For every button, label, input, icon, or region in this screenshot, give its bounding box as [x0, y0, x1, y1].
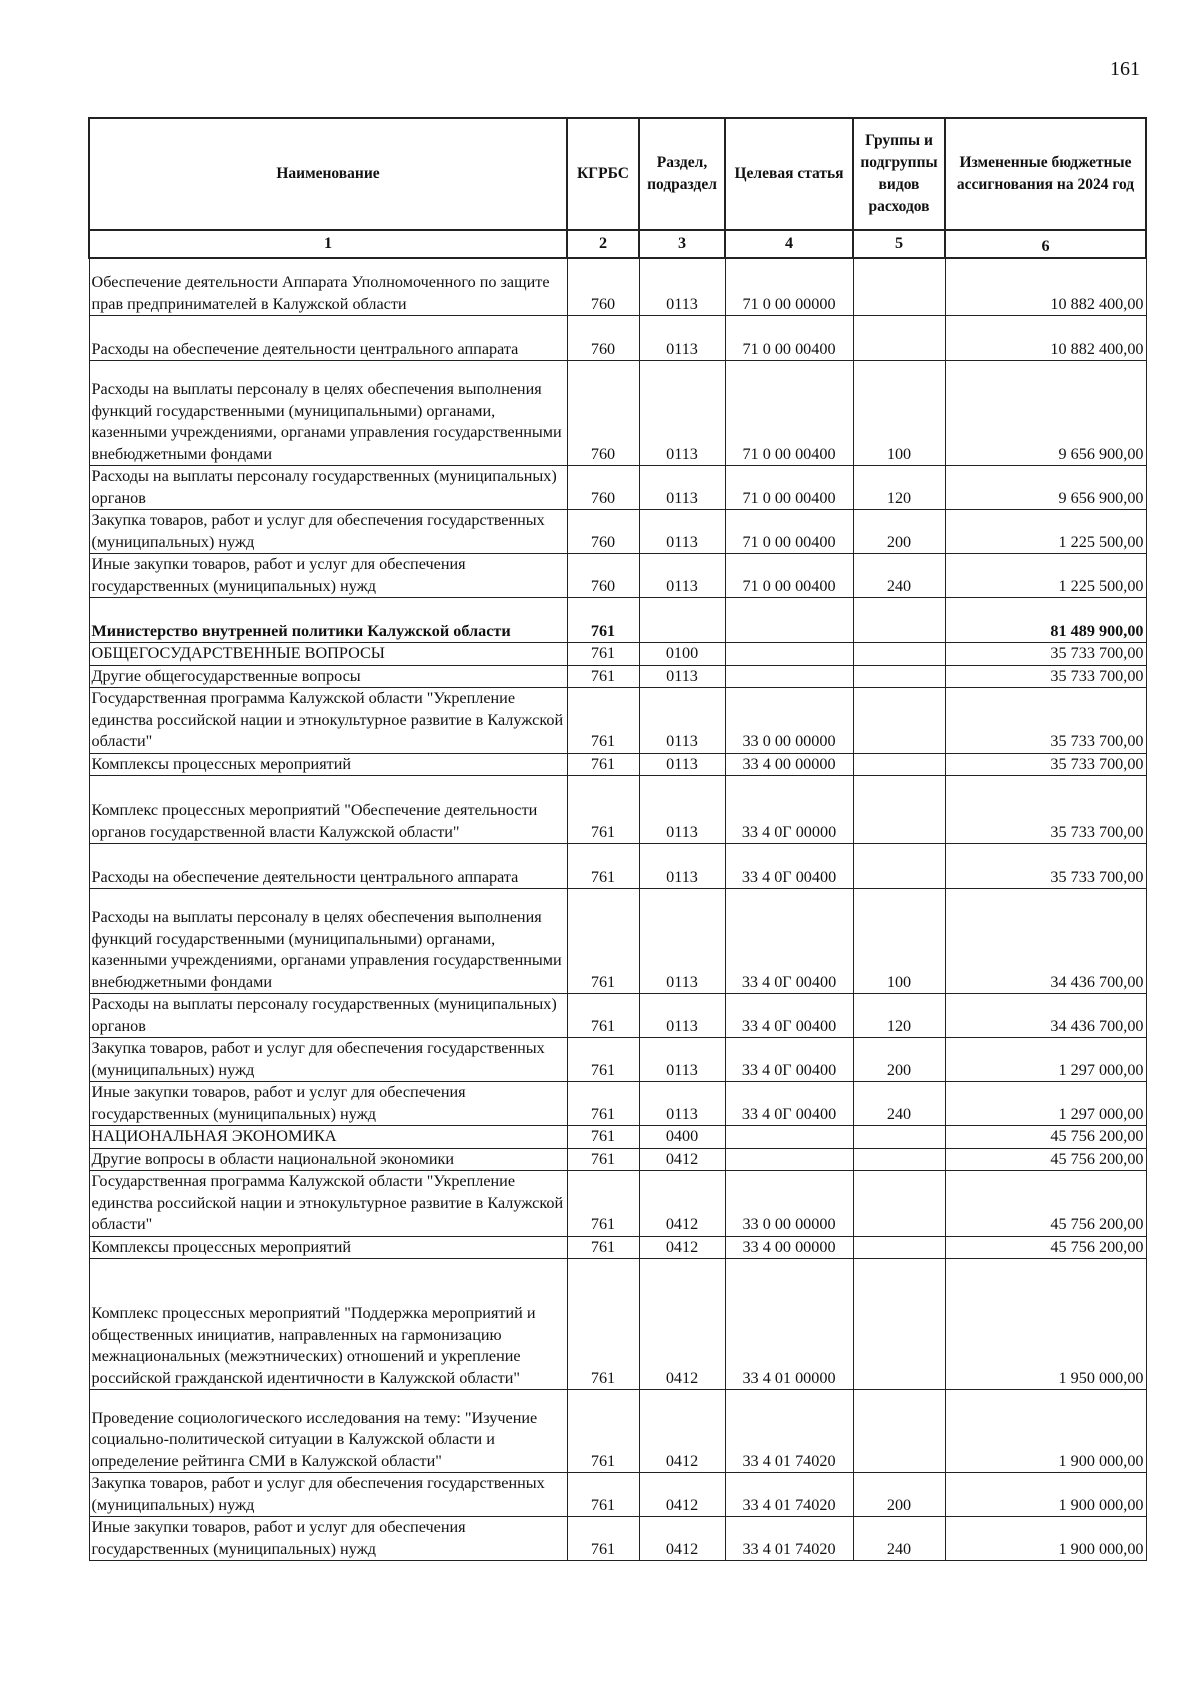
- section-cell: 0113: [639, 316, 725, 361]
- expense-type-cell: [853, 753, 945, 776]
- table-row: [89, 994, 1146, 1038]
- target-article-cell: 33 4 0Г 00400: [725, 994, 853, 1038]
- row-name-cell: Комплекс процессных мероприятий "Поддержка мероприятий и общественных инициатив, направленных на гармонизацию межнациональных (межэтнических) отношений и укрепление российской гражданской идентичности в Калужской области": [89, 1259, 567, 1390]
- section-cell: 0400: [639, 1126, 725, 1149]
- kgrbs-cell: 761: [567, 1171, 639, 1237]
- row-name-cell: НАЦИОНАЛЬНАЯ ЭКОНОМИКА: [89, 1126, 567, 1149]
- kgrbs-cell: 761: [567, 598, 639, 643]
- section-cell: 0113: [639, 1038, 725, 1082]
- row-name-cell: Расходы на выплаты персоналу государственных (муниципальных) органов: [89, 994, 567, 1038]
- row-name-cell: Министерство внутренней политики Калужской области: [89, 598, 567, 643]
- column-number: 3: [639, 230, 725, 258]
- kgrbs-cell: 761: [567, 1236, 639, 1259]
- row-name-cell: Расходы на выплаты персоналу в целях обеспечения выполнения функций государственными (муниципальными) органами, казенными учреждениями, органами управления государственными внебюджетными фондами: [89, 361, 567, 466]
- section-cell: 0113: [639, 776, 725, 844]
- table-row: [89, 316, 1146, 361]
- kgrbs-cell: 760: [567, 466, 639, 510]
- target-article-cell: 71 0 00 00400: [725, 466, 853, 510]
- target-article-cell: 33 4 01 74020: [725, 1390, 853, 1473]
- section-cell: 0113: [639, 361, 725, 466]
- target-article-cell: 33 4 0Г 00400: [725, 844, 853, 889]
- amount-cell: 35 733 700,00: [945, 643, 1146, 666]
- expense-type-cell: [853, 258, 945, 316]
- amount-cell: 81 489 900,00: [945, 598, 1146, 643]
- target-article-cell: 33 4 01 00000: [725, 1259, 853, 1390]
- section-cell: 0113: [639, 665, 725, 688]
- table-row: [89, 753, 1146, 776]
- table-body: [89, 258, 1146, 1561]
- expense-type-cell: [853, 1126, 945, 1149]
- row-name-cell: Иные закупки товаров, работ и услуг для обеспечения государственных (муниципальных) нужд: [89, 554, 567, 598]
- expense-type-cell: [853, 643, 945, 666]
- amount-cell: 45 756 200,00: [945, 1236, 1146, 1259]
- header-row: [89, 118, 1146, 230]
- row-name-cell: Другие общегосударственные вопросы: [89, 665, 567, 688]
- row-name-cell: Иные закупки товаров, работ и услуг для обеспечения государственных (муниципальных) нужд: [89, 1082, 567, 1126]
- table-row: [89, 844, 1146, 889]
- column-header-target-article: Целевая статья: [725, 118, 853, 230]
- expense-type-cell: [853, 665, 945, 688]
- kgrbs-cell: 761: [567, 1126, 639, 1149]
- row-name-cell: Расходы на выплаты персоналу в целях обеспечения выполнения функций государственными (муниципальными) органами, казенными учреждениями, органами управления государственными внебюджетными фондами: [89, 889, 567, 994]
- expense-type-cell: [853, 1148, 945, 1171]
- kgrbs-cell: 761: [567, 753, 639, 776]
- table-row: [89, 1236, 1146, 1259]
- expense-type-cell: [853, 1171, 945, 1237]
- target-article-cell: 71 0 00 00400: [725, 510, 853, 554]
- kgrbs-cell: 761: [567, 643, 639, 666]
- section-cell: 0113: [639, 554, 725, 598]
- expense-type-cell: [853, 598, 945, 643]
- kgrbs-cell: 761: [567, 889, 639, 994]
- table-row: [89, 361, 1146, 466]
- kgrbs-cell: 761: [567, 1259, 639, 1390]
- section-cell: 0113: [639, 753, 725, 776]
- row-name-cell: Закупка товаров, работ и услуг для обеспечения государственных (муниципальных) нужд: [89, 510, 567, 554]
- amount-cell: 35 733 700,00: [945, 665, 1146, 688]
- expense-type-cell: 100: [853, 889, 945, 994]
- row-name-cell: Проведение социологического исследования на тему: "Изучение социально-политической ситуации в Калужской области и определение рейтинга СМИ в Калужской области": [89, 1390, 567, 1473]
- target-article-cell: 71 0 00 00000: [725, 258, 853, 316]
- section-cell: 0113: [639, 844, 725, 889]
- section-cell: 0113: [639, 258, 725, 316]
- table-row: [89, 598, 1146, 643]
- target-article-cell: 33 4 00 00000: [725, 753, 853, 776]
- section-cell: 0412: [639, 1236, 725, 1259]
- amount-cell: 10 882 400,00: [945, 258, 1146, 316]
- column-number-row: [89, 230, 1146, 258]
- expense-type-cell: [853, 844, 945, 889]
- page-number: 161: [1110, 58, 1140, 80]
- target-article-cell: [725, 598, 853, 643]
- amount-cell: 1 297 000,00: [945, 1082, 1146, 1126]
- expense-type-cell: [853, 776, 945, 844]
- target-article-cell: [725, 665, 853, 688]
- column-number: 6: [945, 230, 1146, 258]
- table-row: [89, 643, 1146, 666]
- amount-cell: 45 756 200,00: [945, 1148, 1146, 1171]
- kgrbs-cell: 761: [567, 1390, 639, 1473]
- amount-cell: 34 436 700,00: [945, 994, 1146, 1038]
- row-name-cell: Расходы на обеспечение деятельности центрального аппарата: [89, 316, 567, 361]
- table-row: [89, 1473, 1146, 1517]
- row-name-cell: Государственная программа Калужской области "Укрепление единства российской нации и этнокультурное развитие в Калужской области": [89, 1171, 567, 1237]
- kgrbs-cell: 761: [567, 776, 639, 844]
- amount-cell: 1 900 000,00: [945, 1517, 1146, 1561]
- amount-cell: 1 297 000,00: [945, 1038, 1146, 1082]
- row-name-cell: Комплекс процессных мероприятий "Обеспечение деятельности органов государственной власти Калужской области": [89, 776, 567, 844]
- kgrbs-cell: 761: [567, 665, 639, 688]
- table-row: [89, 1148, 1146, 1171]
- section-cell: 0113: [639, 466, 725, 510]
- kgrbs-cell: 761: [567, 1038, 639, 1082]
- target-article-cell: 71 0 00 00400: [725, 316, 853, 361]
- table-row: [89, 665, 1146, 688]
- budget-table: [88, 117, 1147, 1561]
- table-row: [89, 510, 1146, 554]
- amount-cell: 45 756 200,00: [945, 1171, 1146, 1237]
- expense-type-cell: 100: [853, 361, 945, 466]
- expense-type-cell: 240: [853, 1082, 945, 1126]
- table-row: [89, 1259, 1146, 1390]
- expense-type-cell: 200: [853, 510, 945, 554]
- table-row: [89, 554, 1146, 598]
- amount-cell: 9 656 900,00: [945, 466, 1146, 510]
- section-cell: 0412: [639, 1517, 725, 1561]
- section-cell: 0113: [639, 994, 725, 1038]
- kgrbs-cell: 761: [567, 688, 639, 754]
- expense-type-cell: [853, 316, 945, 361]
- table-row: [89, 1171, 1146, 1237]
- section-cell: 0113: [639, 510, 725, 554]
- kgrbs-cell: 761: [567, 1517, 639, 1561]
- expense-type-cell: 240: [853, 554, 945, 598]
- column-number: 2: [567, 230, 639, 258]
- amount-cell: 34 436 700,00: [945, 889, 1146, 994]
- row-name-cell: Другие вопросы в области национальной экономики: [89, 1148, 567, 1171]
- row-name-cell: Закупка товаров, работ и услуг для обеспечения государственных (муниципальных) нужд: [89, 1038, 567, 1082]
- row-name-cell: Закупка товаров, работ и услуг для обеспечения государственных (муниципальных) нужд: [89, 1473, 567, 1517]
- kgrbs-cell: 761: [567, 844, 639, 889]
- section-cell: 0412: [639, 1148, 725, 1171]
- kgrbs-cell: 761: [567, 994, 639, 1038]
- expense-type-cell: 200: [853, 1038, 945, 1082]
- row-name-cell: Государственная программа Калужской области "Укрепление единства российской нации и этнокультурное развитие в Калужской области": [89, 688, 567, 754]
- row-name-cell: Комплексы процессных мероприятий: [89, 1236, 567, 1259]
- expense-type-cell: 200: [853, 1473, 945, 1517]
- amount-cell: 1 225 500,00: [945, 510, 1146, 554]
- amount-cell: 1 900 000,00: [945, 1390, 1146, 1473]
- target-article-cell: [725, 1148, 853, 1171]
- target-article-cell: 71 0 00 00400: [725, 554, 853, 598]
- expense-type-cell: [853, 1259, 945, 1390]
- expense-type-cell: 120: [853, 466, 945, 510]
- column-header-amount: Измененные бюджетные ассигнования на 2024 год: [945, 118, 1146, 230]
- section-cell: 0412: [639, 1259, 725, 1390]
- section-cell: 0113: [639, 889, 725, 994]
- target-article-cell: 33 4 0Г 00400: [725, 1038, 853, 1082]
- expense-type-cell: 120: [853, 994, 945, 1038]
- amount-cell: 1 900 000,00: [945, 1473, 1146, 1517]
- section-cell: 0412: [639, 1473, 725, 1517]
- amount-cell: 1 225 500,00: [945, 554, 1146, 598]
- kgrbs-cell: 760: [567, 316, 639, 361]
- target-article-cell: 71 0 00 00400: [725, 361, 853, 466]
- table-row: [89, 889, 1146, 994]
- kgrbs-cell: 760: [567, 510, 639, 554]
- column-number: 1: [89, 230, 567, 258]
- row-name-cell: Комплексы процессных мероприятий: [89, 753, 567, 776]
- expense-type-cell: 240: [853, 1517, 945, 1561]
- row-name-cell: ОБЩЕГОСУДАРСТВЕННЫЕ ВОПРОСЫ: [89, 643, 567, 666]
- table-row: [89, 776, 1146, 844]
- amount-cell: 35 733 700,00: [945, 753, 1146, 776]
- target-article-cell: 33 0 00 00000: [725, 1171, 853, 1237]
- column-header-expense-type: Группы и подгруппы видов расходов: [853, 118, 945, 230]
- amount-cell: 9 656 900,00: [945, 361, 1146, 466]
- section-cell: 0412: [639, 1171, 725, 1237]
- section-cell: 0113: [639, 688, 725, 754]
- kgrbs-cell: 760: [567, 258, 639, 316]
- kgrbs-cell: 761: [567, 1082, 639, 1126]
- row-name-cell: Расходы на обеспечение деятельности центрального аппарата: [89, 844, 567, 889]
- amount-cell: 45 756 200,00: [945, 1126, 1146, 1149]
- column-header-name: Наименование: [89, 118, 567, 230]
- table-row: [89, 1390, 1146, 1473]
- target-article-cell: [725, 1126, 853, 1149]
- target-article-cell: 33 4 00 00000: [725, 1236, 853, 1259]
- row-name-cell: Обеспечение деятельности Аппарата Уполномоченного по защите прав предпринимателей в Калужской области: [89, 258, 567, 316]
- amount-cell: 35 733 700,00: [945, 844, 1146, 889]
- amount-cell: 1 950 000,00: [945, 1259, 1146, 1390]
- table-row: [89, 1038, 1146, 1082]
- kgrbs-cell: 760: [567, 554, 639, 598]
- target-article-cell: [725, 643, 853, 666]
- kgrbs-cell: 760: [567, 361, 639, 466]
- section-cell: 0113: [639, 1082, 725, 1126]
- kgrbs-cell: 761: [567, 1148, 639, 1171]
- section-cell: 0412: [639, 1390, 725, 1473]
- target-article-cell: 33 0 00 00000: [725, 688, 853, 754]
- column-number: 4: [725, 230, 853, 258]
- table-row: [89, 1082, 1146, 1126]
- amount-cell: 35 733 700,00: [945, 776, 1146, 844]
- table-row: [89, 1517, 1146, 1561]
- amount-cell: 35 733 700,00: [945, 688, 1146, 754]
- kgrbs-cell: 761: [567, 1473, 639, 1517]
- expense-type-cell: [853, 688, 945, 754]
- column-header-kgrbs: КГРБС: [567, 118, 639, 230]
- target-article-cell: 33 4 01 74020: [725, 1473, 853, 1517]
- row-name-cell: Иные закупки товаров, работ и услуг для обеспечения государственных (муниципальных) нужд: [89, 1517, 567, 1561]
- column-header-section: Раздел, подраздел: [639, 118, 725, 230]
- section-cell: [639, 598, 725, 643]
- table-row: [89, 466, 1146, 510]
- amount-cell: 10 882 400,00: [945, 316, 1146, 361]
- expense-type-cell: [853, 1236, 945, 1259]
- target-article-cell: 33 4 01 74020: [725, 1517, 853, 1561]
- expense-type-cell: [853, 1390, 945, 1473]
- table-row: [89, 688, 1146, 754]
- section-cell: 0100: [639, 643, 725, 666]
- column-number: 5: [853, 230, 945, 258]
- target-article-cell: 33 4 0Г 00400: [725, 1082, 853, 1126]
- row-name-cell: Расходы на выплаты персоналу государственных (муниципальных) органов: [89, 466, 567, 510]
- table-row: [89, 1126, 1146, 1149]
- target-article-cell: 33 4 0Г 00000: [725, 776, 853, 844]
- target-article-cell: 33 4 0Г 00400: [725, 889, 853, 994]
- table-row: [89, 258, 1146, 316]
